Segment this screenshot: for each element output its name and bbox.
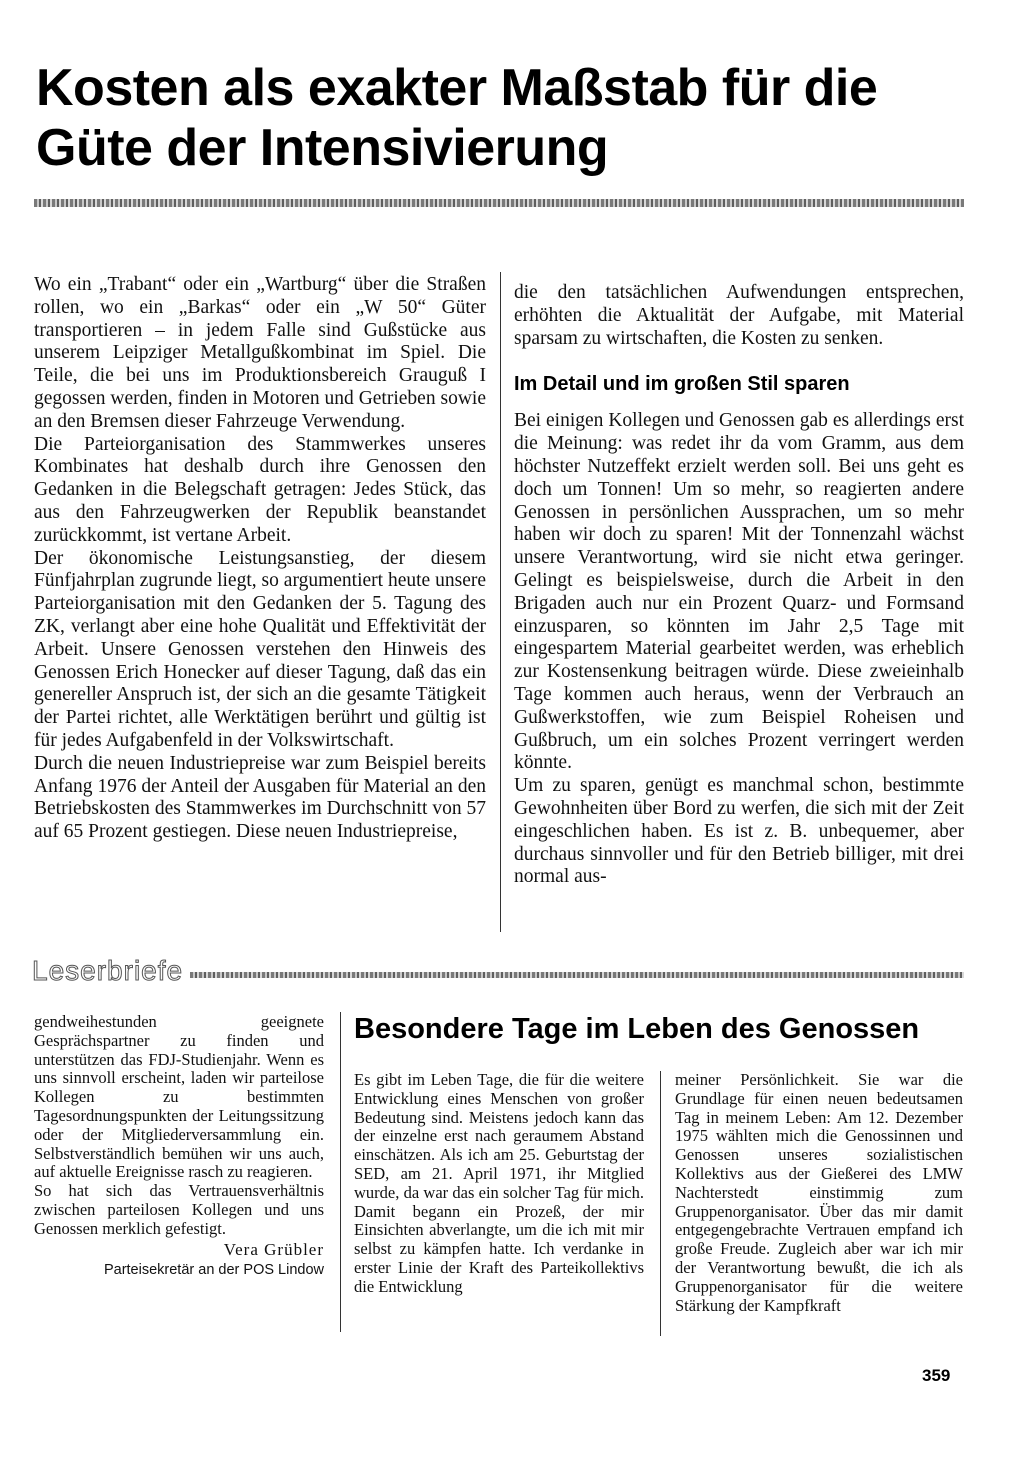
column-divider (500, 272, 501, 932)
article-subhead: Im Detail und im großen Stil sparen (514, 373, 850, 396)
article-paragraph: Um zu sparen, genügt es manchmal schon, bestimmte Gewohnheiten über Bord zu werfen, die sich mit der Zeit eingeschlichen haben. Es ist z. B. unbequemer, aber durchaus sinnvoller und für den Betrieb billiger, mit drei normal aus- (514, 775, 964, 888)
article-paragraph: Durch die neuen Industriepreise war zum Beispiel bereits Anfang 1976 der Anteil der Ausgaben für Material an den Betriebskosten des Stammwerkes im Durchschnitt von 57 auf 65 Prozent gestiegen. Diese neuen Industriepreise, (34, 752, 486, 843)
column-divider (660, 1071, 661, 1336)
section-rule (190, 972, 964, 978)
letter-paragraph: gendweihestunden geeignete Gesprächspartner zu finden und unterstützen das FDJ-Studienjahr. Wenn es uns sinnvoll erscheint, laden wir parteilose Kollegen zu bestimmten Tagesordnungspunkten der Leitungssitzung oder der Mitgliederversammlung ein. Selbstverständlich bemühen wir uns auch, auf aktuelle Ereignisse rasch zu reagieren. (34, 1012, 324, 1182)
letter-paragraph: meiner Persönlichkeit. Sie war die Grundlage für einen neuen bedeutsamen Tag in meinem Leben: Am 12. Dezember 1975 wählten mich die Genossinnen und Genossen unseres sozialistischen Kollektivs aus der Gießerei des LMW Nachterstedt einstimmig zum Gruppenorganisator. Über das mir damit entgegengebrachte Vertrauen empfand ich große Freude. Zugleich aber war ich mir der Verantwortung bewußt, die ich als Gruppenorganisator für die weitere Stärkung der Kampfkraft (675, 1070, 963, 1315)
section-label-leserbriefe: Leserbriefe (32, 955, 184, 986)
page-number: 359 (922, 1366, 951, 1385)
letter-2-column-2 (675, 1071, 963, 1315)
column-divider (340, 1012, 341, 1332)
letter-author: Vera Grübler (223, 1239, 324, 1259)
article-paragraph: Der ökonomische Leistungsanstieg, der diesem Fünfjahrplan zugrunde liegt, so argumentiert heute unsere Parteiorganisation mit den Gedanken der 5. Tagung des ZK, verlangt aber eine hohe Qualität und Effektivität der Arbeit. Unsere Genossen verstehen den Hinweis des Genossen Erich Honecker auf dieser Tagung, daß das ein genereller Anspruch ist, der sich an die gesamte Tätigkeit der Partei richtet, alle Werktätigen berührt und gültig ist für jedes Aufgabenfeld in der Volkswirtschaft. (34, 547, 486, 751)
letter-2-title: Besondere Tage im Leben des Genossen (354, 1013, 920, 1045)
letter-paragraph: Es gibt im Leben Tage, die für die weitere Entwicklung eines Menschen von großer Bedeutung sind. Meistens jedoch kann das der einzelne erst nach geraumem Abstand einschätzen. Als ich am 25. Geburtstag der SED, am 21. April 1971, ihr Mitglied wurde, da war das ein solcher Tag für mich. Damit begann ein Prozeß, der mir Einsichten abverlangte, um die ich mit mir selbst zu kämpfen hatte. Ich verdanke in erster Linie der Kraft des Parteikollektivs die Entwicklung (354, 1070, 644, 1296)
article-paragraph: die den tatsächlichen Aufwendungen entsprechen, erhöhten die Aktualität der Aufgabe, mit Material sparsam zu wirtschaften, die Kosten zu senken. (514, 282, 964, 349)
article-column-1 (34, 274, 486, 844)
letter-paragraph: So hat sich das Vertrauensverhältnis zwischen parteilosen Kollegen und uns Genossen merklich gefestigt. (34, 1181, 324, 1238)
article-paragraph: Die Parteiorganisation des Stammwerkes unseres Kombinates hat deshalb durch ihre Genossen den Gedanken in die Belegschaft getragen: Jedes Stück, das aus den Fahrzeugwerken der Republik beanstandet zurückkommt, ist vertane Arbeit. (34, 433, 486, 546)
letter-1-column (34, 1013, 324, 1280)
article-paragraph: Wo ein „Trabant“ oder ein „Wartburg“ über die Straßen rollen, wo ein „Barkas“ oder ein „W 50“ Güter transportieren – in jedem Falle sind Gußstücke aus unserem Leipziger Metallgußkombinat im Spiel. Die Teile, die bei uns im Produktionsbereich Grauguß I gegossen werden, finden in Motoren und Getrieben sowie an den Bremsen dieser Fahrzeuge Verwendung. (34, 274, 486, 432)
article-headline: Kosten als exakter Maßstab für die Güte der Intensivierung (36, 59, 878, 177)
headline-rule (34, 199, 964, 207)
article-column-2 (514, 282, 964, 889)
letter-2-column-1 (354, 1071, 644, 1297)
letter-author-role: Parteisekretär an der POS Lindow (103, 1262, 324, 1279)
article-paragraph: Bei einigen Kollegen und Genossen gab es allerdings erst die Meinung: was redet ihr da vom Gramm, aus dem höchster Nutzeffekt erzielt werden soll. Bei uns geht es doch um Tonnen! Um so mehr, so reagierten andere Genossen in persönlichen Aussprachen, um so mehr haben wir doch zu sparen! Mit der Tonnenzahl wächst unsere Verantwortung, wird sie nicht etwa geringer. Gelingt es beispielsweise, durch die Arbeit in den Brigaden auch nur ein Prozent Quarz- und Formsand einzusparen, so könnten im Jahr 2,5 Tage mit eingespartem Material gearbeitet werden, was erheblich zur Kostensenkung beitragen würde. Diese zweieinhalb Tage kommen auch heraus, wenn der Verbrauch an Gußwerkstoffen, wie zum Beispiel Roheisen und Gußbruch, um ein solches Prozent verringert werden könnte. (514, 410, 964, 774)
